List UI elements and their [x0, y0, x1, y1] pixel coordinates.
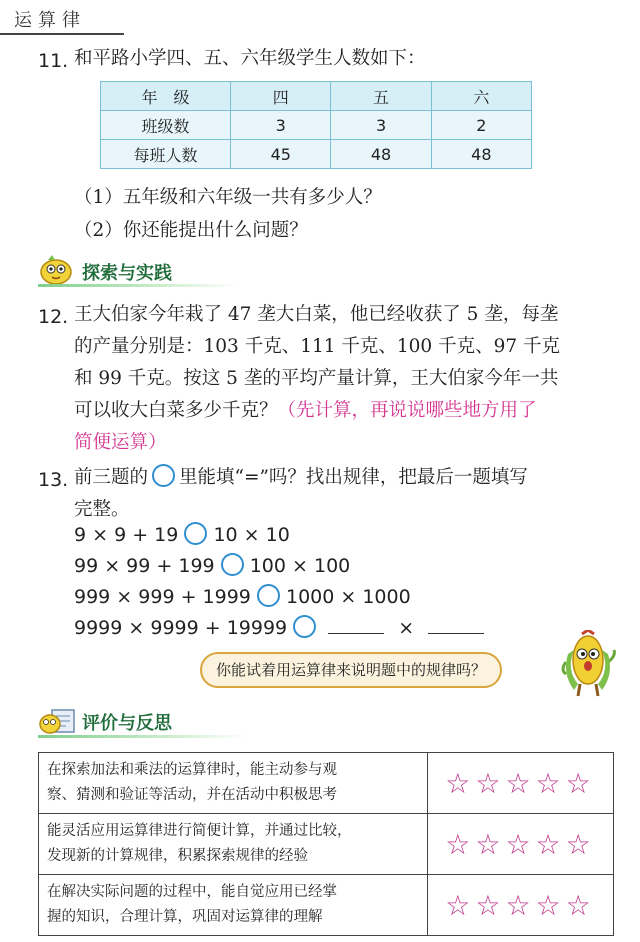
equation-row	[74, 522, 290, 546]
evaluation-criteria	[39, 814, 428, 875]
header-rule	[0, 33, 124, 35]
star-rating[interactable]: ☆☆☆☆☆	[428, 875, 614, 936]
evaluation-book-icon	[38, 704, 78, 736]
answer-circle-icon[interactable]	[293, 615, 316, 638]
answer-circle-icon	[152, 464, 175, 487]
evaluation-criteria	[39, 753, 428, 814]
table-cell: 48	[431, 140, 531, 169]
equation-row	[74, 553, 350, 577]
evaluation-table	[38, 752, 614, 936]
criteria-line: 在探索加法和乘法的运算律时，能主动参与观	[47, 762, 337, 778]
section-underline	[38, 735, 248, 738]
student-count-table	[100, 81, 532, 169]
table-cell: 2	[431, 111, 531, 140]
table-row	[101, 111, 532, 140]
chapter-title: 运算律	[14, 10, 86, 31]
q13-text	[74, 461, 528, 495]
q12-line: 的产量分别是：103 千克、111 千克、100 千克、97 千克	[74, 336, 560, 357]
table-header-cell: 六	[431, 82, 531, 111]
table-cell: 45	[231, 140, 331, 169]
section-title-evaluation: 评价与反思	[82, 713, 172, 734]
table-header-cell: 年 级	[101, 82, 231, 111]
q12-line	[74, 394, 537, 428]
equation-row	[74, 584, 411, 608]
criteria-line: 能灵活应用运算律进行简便计算，并通过比较，	[47, 823, 352, 839]
q11-number: 11.	[38, 50, 69, 72]
q11-subquestion-1: （1）五年级和六年级一共有多少人？	[74, 187, 382, 208]
q12-hint-continued: 简便运算）	[74, 432, 167, 453]
q12-question: 可以收大白菜多少千克？	[74, 400, 278, 421]
answer-circle-icon[interactable]	[184, 522, 207, 545]
table-row	[39, 814, 614, 875]
equation-right: 1000 × 1000	[285, 586, 411, 608]
table-header-cell: 五	[331, 82, 431, 111]
star-rating[interactable]: ☆☆☆☆☆	[428, 814, 614, 875]
q11-subquestion-2: （2）你还能提出什么问题？	[74, 220, 308, 241]
evaluation-criteria	[39, 875, 428, 936]
explore-mascot-icon	[38, 254, 76, 286]
q12-line: 和 99 千克。按这 5 垄的平均产量计算，王大伯家今年一共	[74, 368, 559, 389]
table-header-row	[101, 82, 532, 111]
table-cell: 3	[231, 111, 331, 140]
table-row	[39, 875, 614, 936]
q12-line: 王大伯家今年栽了 47 垄大白菜，他已经收获了 5 垄，每垄	[74, 304, 559, 325]
q12-hint: （先计算，再说说哪些地方用了	[277, 400, 537, 421]
table-cell: 48	[331, 140, 431, 169]
criteria-line: 察、猜测和验证等活动，并在活动中积极思考	[47, 787, 337, 803]
equation-right: 100 × 100	[249, 555, 351, 577]
equation-row	[74, 615, 484, 639]
table-row	[39, 753, 614, 814]
criteria-line: 在解决实际问题的过程中，能自觉应用已经掌	[47, 884, 337, 900]
answer-blank[interactable]	[428, 633, 484, 634]
equation-left: 9999 × 9999 + 19999	[74, 617, 288, 639]
hint-bubble: 你能试着用运算律来说明题中的规律吗？	[200, 652, 502, 688]
q13-text-c: 完整。	[74, 499, 130, 520]
corn-mascot-icon	[556, 630, 622, 698]
q13-text-b: 里能填“=”吗？找出规律，把最后一题填写	[179, 467, 528, 488]
section-title-explore: 探索与实践	[82, 263, 172, 284]
table-cell: 3	[331, 111, 431, 140]
criteria-line: 握的知识，合理计算，巩固对运算律的理解	[47, 909, 323, 925]
q13-number: 13.	[38, 469, 69, 491]
equation-left: 9 × 9 + 19	[74, 524, 179, 546]
table-cell: 每班人数	[101, 140, 231, 169]
table-cell: 班级数	[101, 111, 231, 140]
answer-circle-icon[interactable]	[257, 584, 280, 607]
star-rating[interactable]: ☆☆☆☆☆	[428, 753, 614, 814]
answer-blank[interactable]	[328, 633, 384, 634]
equation-left: 99 × 99 + 199	[74, 555, 215, 577]
equation-right: 10 × 10	[213, 524, 290, 546]
answer-circle-icon[interactable]	[221, 553, 244, 576]
criteria-line: 发现新的计算规律，积累探索规律的经验	[47, 848, 308, 864]
table-header-cell: 四	[231, 82, 331, 111]
equation-left: 999 × 999 + 1999	[74, 586, 251, 608]
section-underline	[38, 284, 238, 287]
times-sign: ×	[398, 617, 415, 639]
q12-number: 12.	[38, 306, 69, 328]
table-row	[101, 140, 532, 169]
q13-text-a: 前三题的	[74, 467, 149, 488]
q11-text: 和平路小学四、五、六年级学生人数如下：	[74, 48, 426, 69]
